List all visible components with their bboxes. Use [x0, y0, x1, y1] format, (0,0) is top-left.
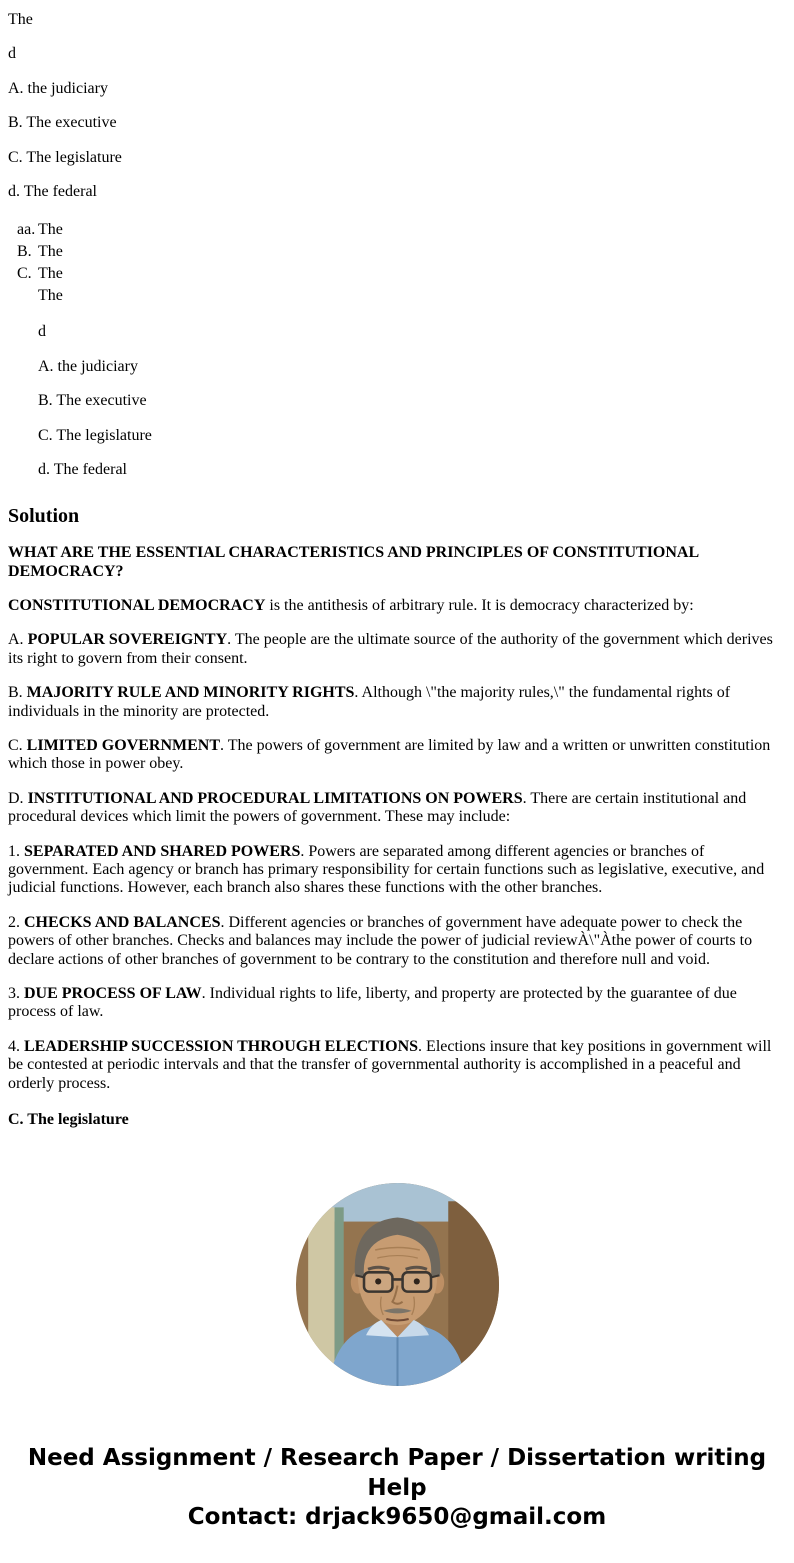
solution-paragraph — [8, 684, 786, 721]
question-list — [8, 219, 786, 479]
paragraph-term: LIMITED GOVERNMENT — [26, 737, 221, 755]
list-item — [8, 263, 786, 285]
list-item — [8, 241, 786, 263]
photo-container — [8, 1183, 786, 1391]
question-fragment: The — [8, 11, 33, 28]
tutor-photo — [296, 1183, 499, 1386]
solution-heading: Solution — [8, 505, 80, 528]
footer-contact-email: Contact: drjack9650@gmail.com — [187, 1504, 607, 1531]
question-fragment: A. the judiciary — [8, 79, 108, 97]
paragraph-prefix: 2. — [8, 913, 24, 931]
paragraph-prefix: B. — [8, 684, 27, 702]
footer-help-text: Need Assignment / Research Paper / Dissertation writing Help — [27, 1444, 767, 1501]
list-marker: B. — [17, 243, 32, 261]
list-item — [8, 219, 786, 241]
list-continuation-paragraph: C. The legislature — [38, 426, 152, 444]
list-marker: C. — [17, 265, 32, 283]
solution-paragraph — [8, 790, 786, 827]
paragraph-prefix: 4. — [8, 1037, 24, 1055]
paragraph-term: INSTITUTIONAL AND PROCEDURAL LIMITATIONS ON POWERS — [27, 789, 523, 807]
paragraph-term: LEADERSHIP SUCCESSION THROUGH ELECTIONS — [24, 1037, 419, 1055]
list-continuation-paragraph: A. the judiciary — [38, 357, 138, 375]
paragraph-text: . The powers of government are limited by law and a written or unwritten constitution which those in power obey. — [8, 737, 771, 773]
paragraph-prefix: D. — [8, 789, 28, 807]
solution-answer: C. The legislature — [8, 1110, 129, 1128]
paragraph-term: POPULAR SOVEREIGNTY — [27, 631, 228, 649]
list-item-text: The — [38, 221, 63, 239]
solution-paragraph — [8, 737, 786, 774]
paragraph-text: . Powers are separated among different agencies or branches of government. Each agency or branch has primary responsibility for certain functions such as legislative, executive, and judicial functions. However, each branch also shares these functions with the other branches. — [8, 842, 765, 897]
solution-title: WHAT ARE THE ESSENTIAL CHARACTERISTICS AND PRINCIPLES OF CONSTITUTIONAL DEMOCRACY? — [8, 544, 699, 580]
list-continuation-paragraph: d. The federal — [38, 460, 127, 478]
solution-section — [8, 505, 786, 1129]
question-section — [8, 11, 786, 479]
paragraph-term: CHECKS AND BALANCES — [24, 913, 221, 931]
question-fragment: B. The executive — [8, 114, 117, 132]
solution-paragraph — [8, 985, 786, 1022]
question-fragment: C. The legislature — [8, 148, 122, 166]
paragraph-prefix: C. — [8, 737, 27, 755]
paragraph-text: is the antithesis of arbitrary rule. It is democracy characterized by: — [265, 597, 694, 615]
solution-paragraph — [8, 843, 786, 898]
paragraph-text: . Elections insure that key positions in government will be contested at periodic intervals and that the transfer of governmental authority is accomplished in a peaceful and orderly process. — [8, 1037, 772, 1092]
footer-banner — [17, 1444, 777, 1534]
paragraph-text: . Individual rights to life, liberty, and property are protected by the guarantee of due process of law. — [8, 984, 737, 1021]
list-continuation-line: The — [38, 287, 63, 305]
paragraph-text: . The people are the ultimate source of the authority of the government which derives its right to govern from their consent. — [8, 631, 773, 667]
solution-paragraph — [8, 631, 786, 668]
list-continuation-paragraph: d — [38, 323, 46, 341]
list-item-text: The — [38, 243, 63, 261]
paragraph-term: SEPARATED AND SHARED POWERS — [24, 842, 301, 860]
question-fragment: d. The federal — [8, 182, 97, 200]
paragraph-text: . Different agencies or branches of government have adequate power to check the powers of other branches. Checks and balances may include the power of judicial reviewÀ\"Àthe power of courts to declare actions of other branches of government to be contrary to the constitution and therefore null and void. — [8, 913, 753, 968]
list-marker: aa. — [17, 221, 36, 239]
question-fragment: d — [8, 45, 16, 63]
paragraph-term: CONSTITUTIONAL DEMOCRACY — [8, 597, 266, 615]
paragraph-text: . There are certain institutional and procedural devices which limit the powers of government. These may include: — [8, 789, 747, 826]
list-item-text: The — [38, 265, 63, 283]
solution-paragraph — [8, 1038, 786, 1093]
paragraph-prefix: A. — [8, 631, 28, 649]
paragraph-prefix: 3. — [8, 984, 24, 1002]
paragraph-term: MAJORITY RULE AND MINORITY RIGHTS — [26, 684, 355, 702]
paragraph-prefix: 1. — [8, 842, 24, 860]
solution-paragraph — [8, 914, 786, 969]
paragraph-text: . Although \"the majority rules,\" the fundamental rights of individuals in the minority are protected. — [8, 684, 731, 720]
solution-paragraph — [8, 597, 786, 615]
list-continuation — [8, 285, 786, 479]
paragraph-term: DUE PROCESS OF LAW — [24, 984, 202, 1002]
list-continuation-paragraph: B. The executive — [38, 392, 147, 410]
